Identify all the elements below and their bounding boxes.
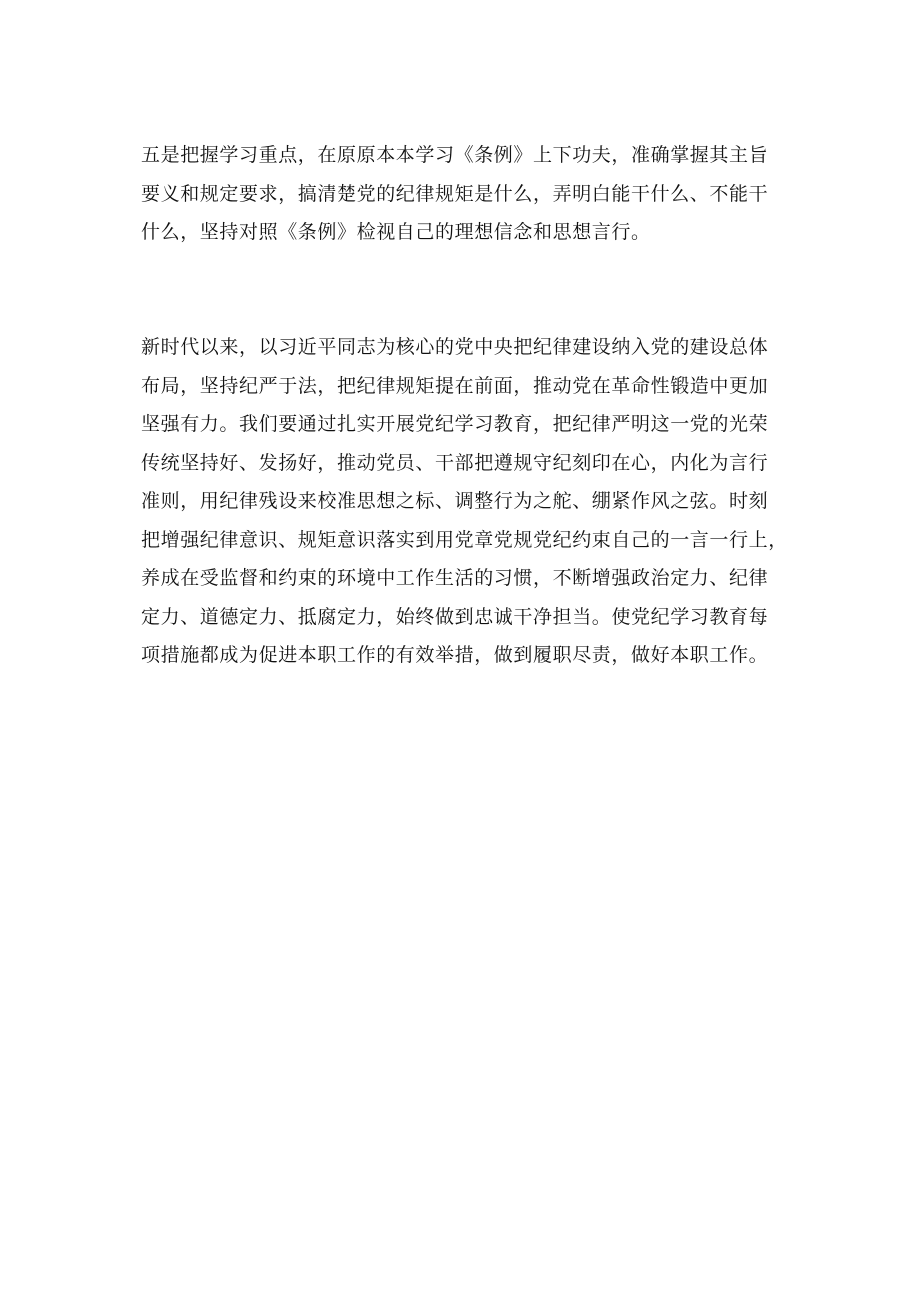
paragraph-study-focus: 五是把握学习重点，在原原本本学习《条例》上下功夫，准确掌握其主旨 要义和规定要求，搞清楚党的纪律规矩是什么，弄明白能干什么、不能干 什么，坚持对照《条例》检视自己的理想信念和思想言行。 bbox=[141, 144, 769, 243]
paragraph-discipline-building: 新时代以来，以习近平同志为核心的党中央把纪律建设纳入党的建设总体 布局，坚持纪严于法，把纪律规矩提在前面，推动党在革命性锻造中更加 坚强有力。我们要通过扎实开展党纪学习教育，把纪律严明这一党的光荣 传统坚持好、发扬好，推动党员、干部把遵规守纪刻印在心，内化为言行 准则，用纪律残设来校准思想之标、调整行为之舵、绷紧作风之弦。时刻 把增强纪律意识、规矩意识落实到用党章党规党纪约束自己的一言一行上， 养成在受监督和约束的环境中工作生活的习惯，不断增强政治定力、纪律 定力、道德定力、抵腐定力，始终做到忠诚干净担当。使党纪学习教育每 项措施都成为促进本职工作的有效举措，做到履职尽责，做好本职工作。 bbox=[141, 336, 788, 666]
